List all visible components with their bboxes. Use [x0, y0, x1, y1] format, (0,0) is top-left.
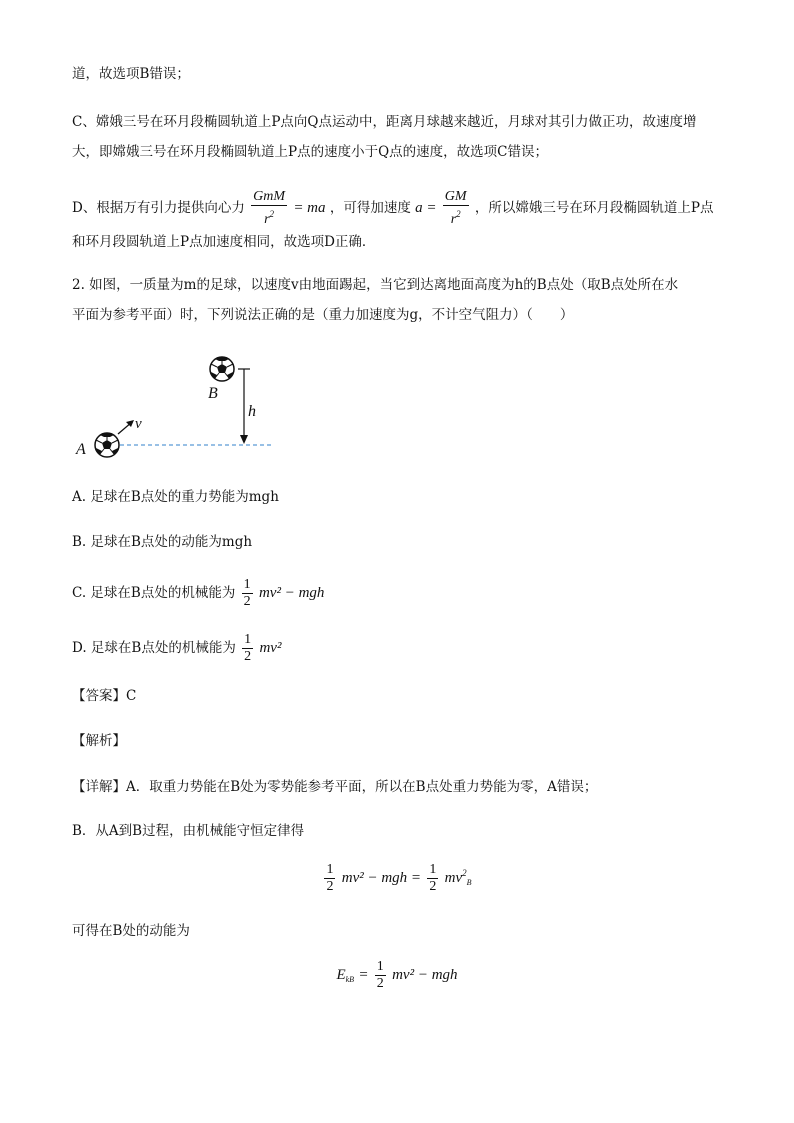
formula-ma: = ma	[293, 200, 326, 216]
kinetic-line: 可得在B处的动能为	[72, 923, 190, 939]
text-line-5: 和环月段圆轨道上P点加速度相同，故选项D正确．	[72, 234, 376, 250]
numerator: 1	[376, 959, 384, 974]
ek-sub: kB	[345, 975, 355, 984]
numerator: 1	[429, 862, 437, 877]
half-fraction	[427, 862, 438, 895]
formula-a: a =	[415, 200, 437, 216]
text-line-1: 道，故选项B错误；	[72, 66, 190, 82]
denominator: 2	[244, 649, 252, 664]
denominator: 2	[243, 594, 251, 609]
analysis-heading: 【解析】	[72, 733, 126, 749]
detail-line: 【详解】A．取重力势能在B处为零势能参考平面，所以在B点处重力势能为零，A错误；	[72, 779, 598, 795]
numerator: 1	[326, 862, 334, 877]
question-2-line-2: 平面为参考平面）时，下列说法正确的是（重力加速度为g，不计空气阻力）（ ）	[72, 307, 574, 323]
conservation-equation	[0, 853, 794, 903]
ball-b-icon	[210, 357, 234, 381]
denominator: 2	[326, 879, 334, 894]
answer-line: 【答案】C	[72, 688, 137, 704]
label-h: h	[248, 403, 256, 420]
ball-a-icon	[95, 433, 119, 457]
ek-equals: =	[358, 967, 369, 983]
text-line-3: 大，即嫦娥三号在环月段椭圆轨道上P点的速度小于Q点的速度，故选项C错误；	[72, 144, 548, 160]
option-b: B. 足球在B点处的动能为mgh	[72, 534, 253, 550]
ek-formula: mv² − mgh	[392, 967, 458, 983]
option-d-formula: mv²	[259, 640, 282, 656]
height-arrowhead	[240, 435, 248, 444]
eq-right-text: mv	[444, 870, 463, 886]
eq-right-sub: B	[466, 878, 472, 887]
denominator: $r^2$	[450, 209, 461, 227]
option-d	[72, 628, 281, 668]
option-c	[72, 573, 324, 613]
text-line-2: C、嫦娥三号在环月段椭圆轨道上P点向Q点运动中，距离月球越来越近，月球对其引力做正功，故速度增	[72, 114, 697, 130]
eq-left: mv² − mgh =	[341, 870, 422, 886]
option-d-text: D. 足球在B点处的机械能为	[72, 640, 236, 656]
label-v: v	[135, 416, 142, 432]
half-fraction	[375, 959, 386, 992]
text-line-4	[72, 188, 713, 228]
text-segment: D、根据万有引力提供向心力	[72, 200, 245, 216]
denominator: 2	[429, 879, 437, 894]
formula-gm-fraction	[443, 189, 469, 228]
numerator: GM	[444, 189, 467, 204]
ek-text: E	[336, 967, 346, 983]
kinetic-equation	[0, 955, 794, 1000]
denominator: $r^2$	[264, 209, 275, 227]
label-b: B	[208, 385, 218, 402]
half-fraction	[324, 862, 335, 895]
question-2-line-1: 2. 如图，一质量为m的足球，以速度v由地面踢起，当它到达离地面高度为h的B点处（取B点处所在水	[72, 277, 679, 293]
denominator: 2	[376, 976, 384, 991]
text-segment: ，可得加速度	[329, 200, 411, 216]
eq-right: $mv^2_B$	[444, 868, 472, 887]
label-a: A	[76, 441, 86, 458]
step-b-line: B．从A到B过程，由机械能守恒定律得	[72, 823, 305, 839]
option-a: A. 足球在B点处的重力势能为mgh	[72, 489, 279, 505]
numerator: 1	[244, 632, 252, 647]
ek-symbol	[336, 967, 354, 983]
numerator: 1	[243, 577, 251, 592]
den-text: r	[450, 212, 457, 227]
den-text: r	[264, 212, 270, 227]
half-fraction	[242, 577, 253, 610]
numerator: GmM	[253, 189, 286, 204]
half-fraction	[242, 632, 253, 665]
option-c-formula: mv² − mgh	[258, 585, 325, 601]
soccer-figure	[70, 350, 290, 460]
text-segment: ，所以嫦娥三号在环月段椭圆轨道上P点	[474, 200, 714, 216]
option-c-text: C. 足球在B点处的机械能为	[72, 585, 236, 601]
formula-gmm-fraction	[251, 189, 287, 228]
